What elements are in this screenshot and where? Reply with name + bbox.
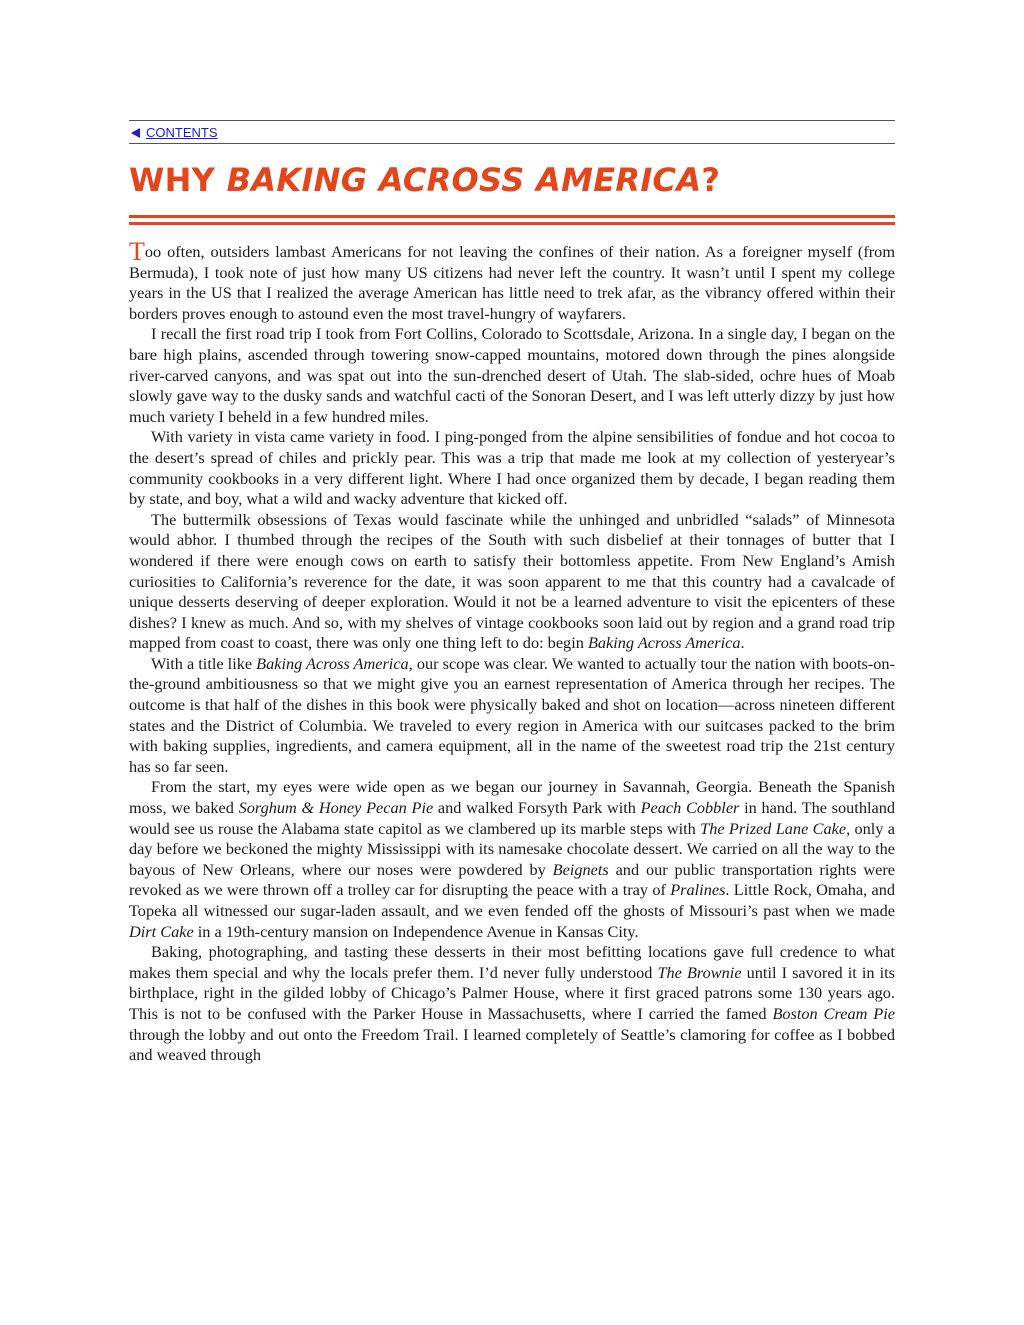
title-double-rule	[129, 215, 895, 225]
body-paragraph	[129, 942, 895, 1066]
contents-link[interactable]: CONTENTS	[146, 124, 218, 140]
title-suffix: ?	[701, 161, 721, 199]
body-paragraph	[129, 510, 895, 654]
back-arrow-icon[interactable]	[131, 128, 140, 138]
title-book-name: BAKING ACROSS AMERICA	[226, 161, 702, 199]
body-paragraph	[129, 777, 895, 942]
recipe-title-text: Pralines	[670, 880, 726, 900]
paragraph-text: Baking, photographing, and tasting these desserts in their most befitting locations gave full credence to what makes them special and why the locals prefer them. I’d never fully understood	[129, 942, 895, 982]
drop-cap: T	[129, 237, 145, 266]
paragraph-text: oo often, outsiders lambast Americans for not leaving the confines of their nation. As a foreigner myself (from Bermuda), I took note of just how many US citizens had never left the country. It wasn’t until I spent my college years in the US that I realized the average American has little need to trek afar, as the vibrancy offered within their borders proves enough to astound even the most travel-hungry of wayfarers.	[129, 242, 895, 323]
body-paragraph	[129, 427, 895, 509]
body-paragraph	[129, 324, 895, 427]
paragraph-text: and walked Forsyth Park with	[433, 798, 641, 818]
recipe-title-text: Dirt Cake	[129, 921, 194, 941]
paragraph-text: I recall the first road trip I took from Fort Collins, Colorado to Scottsdale, Arizona. In a single day, I began on the bare high plains, ascended through towering snow-capped mountains, motored down through the pines alongside river-carved canyons, and was spat out into the sun-drenched desert of Utah. The slab-sided, ochre hues of Moab slowly gave way to the dusky sands and watchful cacti of the Sonoran Desert, and I was left utterly dizzy by just how much variety I beheld in a few hundred miles.	[129, 324, 895, 426]
paragraph-text: in a 19th-century mansion on Independence Avenue in Kansas City.	[193, 921, 639, 941]
paragraph-text: through the lobby and out onto the Freedom Trail. I learned completely of Seattle’s clamoring for coffee as I bobbed and weaved through	[129, 1024, 895, 1065]
recipe-title-text: Boston Cream Pie	[772, 1003, 895, 1023]
paragraph-text: With a title like	[151, 653, 257, 673]
body-paragraph	[129, 654, 895, 778]
recipe-title-text: Peach Cobbler	[640, 798, 740, 818]
body-paragraph	[129, 237, 895, 324]
recipe-title-text: Sorghum & Honey Pecan Pie	[238, 798, 434, 818]
paragraph-text: From the start, my eyes were wide open as we began our journey in Savannah, Georgia. Beneath the Spanish moss, we baked	[129, 777, 895, 818]
recipe-title-text: Beignets	[552, 859, 609, 879]
paragraph-text: .	[740, 633, 745, 653]
title-prefix: WHY	[129, 161, 227, 199]
nav-divider	[129, 143, 895, 144]
recipe-title-text: Baking Across America	[256, 653, 409, 673]
page-content	[129, 120, 895, 1066]
paragraph-text: , our scope was clear. We wanted to actually tour the nation with boots-on-the-ground ambitiousness so that we might give you an earnest representation of America through her recipes. The outcome is that half of the dishes in this book were physically baked and shot on location—across nineteen different states and the District of Columbia. We traveled to every region in America with our suitcases packed to the brim with baking supplies, ingredients, and camera equipment, all in the name of the sweetest road trip the 21st century has so far seen.	[129, 653, 895, 776]
page-title	[129, 160, 895, 200]
paragraph-text: until I savored it in its birthplace, right in the gilded lobby of Chicago’s Palmer House, where it first graced patrons some 130 years ago. This is not to be confused with the Parker House in Massachusetts, where I carried the famed	[129, 962, 896, 1023]
paragraph-text: . Little Rock, Omaha, and Topeka all witnessed our sugar-laden assault, and we even fended off the ghosts of Missouri’s past when we made	[129, 880, 895, 920]
paragraph-text: in hand. The southland would see us rouse the Alabama state capitol as we clambered up its marble steps with	[129, 798, 895, 838]
paragraph-text: , only a day before we beckoned the mighty Mississippi with its namesake chocolate dessert. We carried on all the way to the bayous of New Orleans, where our noses were powdered by	[129, 818, 895, 879]
body-text	[129, 237, 896, 1066]
recipe-title-text: The Prized Lane Cake	[700, 818, 847, 838]
paragraph-text: and our public transportation rights were revoked as we were thrown off a trolley car for disrupting the peace with a tray of	[129, 859, 895, 900]
paragraph-text: With variety in vista came variety in food. I ping-ponged from the alpine sensibilities of fondue and hot cocoa to the desert’s spread of chiles and prickly pear. This was a trip that made me look at my collection of yesteryear’s community cookbooks in a very different light. Where I had once organized them by decade, I began reading them by state, and boy, what a wild and wacky adventure that kicked off.	[129, 427, 895, 509]
contents-nav	[129, 121, 895, 143]
recipe-title-text: The Brownie	[657, 962, 742, 982]
paragraph-text: The buttermilk obsessions of Texas would fascinate while the unhinged and unbridled “salads” of Minnesota would abhor. I thumbed through the recipes of the South with such disbelief at their tonnages of butter that I wondered if there were enough cows on earth to satisfy their bottomless appetite. From New England’s Amish curiosities to California’s reverence for the date, it was soon apparent to me that this country had a cavalcade of unique desserts deserving of deeper exploration. Would it not be a learned adventure to visit the epicenters of these dishes? I knew as much. And so, with my shelves of vintage cookbooks soon laid out by region and a grand road trip mapped from coast to coast, there was only one thing left to do: begin	[129, 509, 895, 653]
recipe-title-text: Baking Across America	[587, 633, 741, 653]
